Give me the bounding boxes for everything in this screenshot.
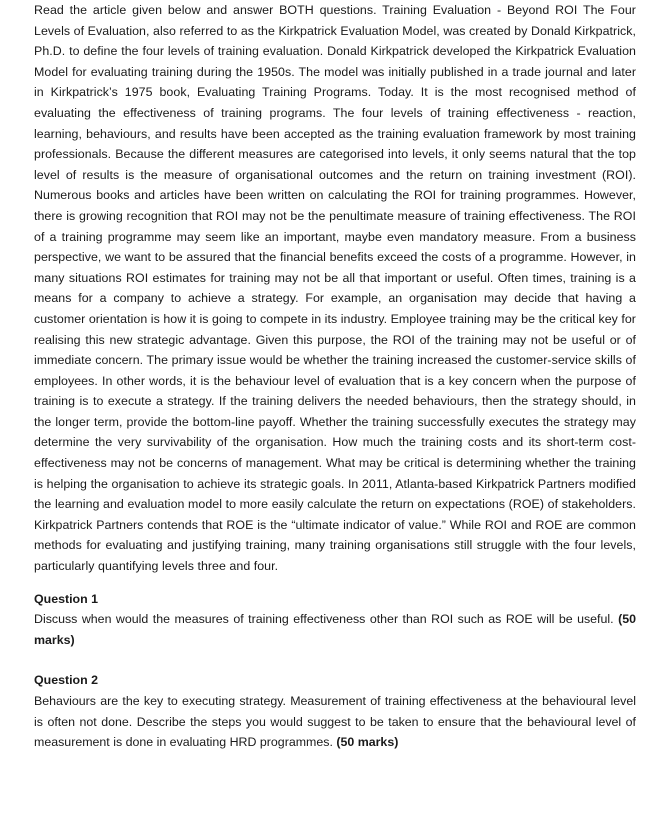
question-2-heading: Question 2 [34, 673, 99, 688]
question-1-heading: Question 1 [34, 591, 99, 606]
article-text: Read the article given below and answer BOTH questions. Training Evaluation - Beyond ROI The Four Levels of Evaluation, also referred to as the Kirkpatrick Evaluation Model, was created by Donald Kirkpatrick, Ph.D. to define the four levels of training evaluation. Donald Kirkpatrick developed the Kirkpatrick Evaluation Model for evaluating training during the 1950s. The model was initially published in a trade journal and later in Kirkpatrick’s 1975 book, Evaluating Training Programs. Today. It is the most recognised method of evaluating the effectiveness of training programs. The four levels of training effectiveness - reaction, learning, behaviours, and results have been accepted as the training evaluation framework by most training professionals. Because the different measures are categorised into levels, it only seems natural that the top level of results is the measure of organisational outcomes and the return on training investment (ROI). Numerous books and articles have been written on calculating the ROI for training programmes. However, there is growing recognition that ROI may not be the penultimate measure of training effectiveness. The ROI of a training programme may seem like an important, maybe even mandatory measure. From a business perspective, we want to be assured that the financial benefits exceed the costs of a programme. However, in many situations ROI estimates for training may not be all that important or useful. Often times, training is a means for a company to achieve a strategy. For example, an organisation may decide that having a customer orientation is how it is going to compete in its industry. Employee training may be the critical key for realising this new strategic advantage. Given this purpose, the ROI of the training may not be useful or of immediate concern. The primary issue would be whether the training increased the customer-service skills of employees. In other words, it is the behaviour level of evaluation that is a key concern when the purpose of training is to execute a strategy. If the training delivers the needed behaviours, then the strategy should, in the longer term, provide the bottom-line payoff. Whether the training successfully executes the strategy may determine the very survivability of the organisation. How much the training costs and its short-term cost- effectiveness may not be concerns of management. What may be critical is determining whether the training is helping the organisation to achieve its strategic goals. In 2011, Atlanta-based Kirkpatrick Partners modified the learning and evaluation model to more easily calculate the return on expectations (ROE) of stakeholders. Kirkpatrick Partners contends that ROE is the “ultimate indicator of value.” While ROI and ROE are common methods for evaluating and justifying training, many training organisations still struggle with the four levels, particularly quantifying levels three and four. [34, 3, 636, 574]
question-2-marks: (50 marks) [336, 735, 399, 750]
question-1-text: Discuss when would the measures of training effectiveness other than ROI such as ROE will be useful. [34, 612, 614, 627]
question-2-body [34, 691, 636, 753]
question-1-body [34, 609, 636, 650]
question-1-marks: (50 marks) [34, 612, 636, 647]
question-2 [34, 670, 636, 752]
question-2-text: Behaviours are the key to executing strategy. Measurement of training effectiveness at the behavioural level is often not done. Describe the steps you would suggest to be taken to ensure that the behavioural level of measurement is done in evaluating HRD programmes. [34, 694, 636, 750]
spacer [34, 650, 636, 670]
question-1 [34, 589, 636, 651]
